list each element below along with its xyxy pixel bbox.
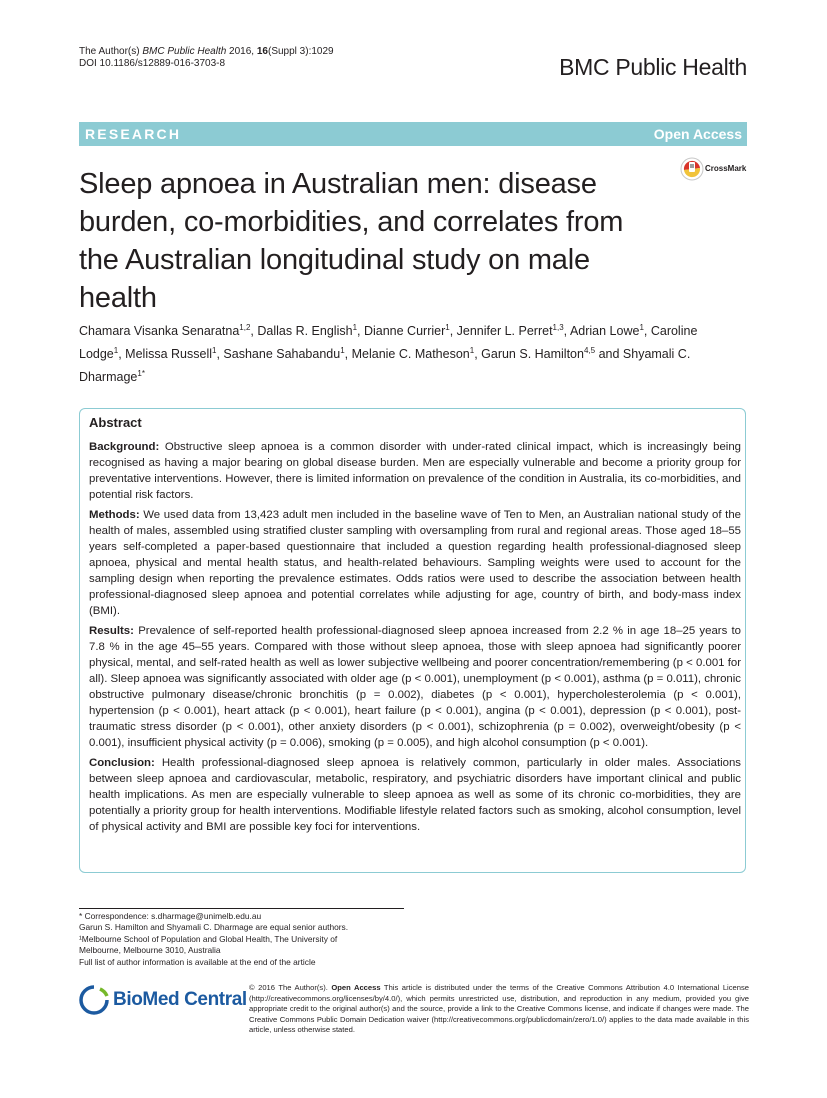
author-affiliation-marker: 1: [639, 323, 644, 332]
citation-volume: 16: [256, 46, 268, 57]
author-name[interactable]: Caroline Lodge: [79, 324, 698, 362]
open-access-term: Open Access: [331, 983, 381, 992]
citation-year: 2016,: [226, 46, 257, 57]
article-type-label: RESEARCH: [85, 126, 182, 142]
section-text: Obstructive sleep apnoea is a common disorder with under-rated clinical impact, which is increasingly being recognised as having a major bearing on global disease burden. Men are especially vulnerable and become a priority group for preventative interventions. However, there is limited information on prevalence of the condition in Australia, its co-morbidities, and potential risk factors.: [89, 441, 741, 501]
journal-name: BMC Public Health: [559, 54, 747, 80]
copyright-text: © 2016 The Author(s).: [249, 983, 332, 992]
author-affiliation-marker: 1,3: [552, 323, 564, 332]
author-name[interactable]: Sashane Sahabandu: [223, 347, 341, 362]
crossmark-icon: [680, 157, 704, 181]
correspondence-note[interactable]: * Correspondence: s.dharmage@unimelb.edu.au: [79, 911, 262, 921]
license-text: This article is distributed under the terms of the Creative Commons Attribution 4.0 International License (http://creativecommons.org/licenses/by/4.0/), which permits unrestricted use, distribution, and reproduction in any medium, provided you give appropriate credit to the original author(s) and the source, provide a link to the Creative Commons license, and indicate if changes were made. The Creative Commons Public Domain Dedication waiver (http://creativecommons.org/publicdomain/zero/1.0/) applies to the data made available in this article, unless otherwise stated.: [249, 983, 750, 1035]
author-list: Chamara Visanka Senaratna$^{1,2}$, Dallas R. English$^1$, Dianne Currier$^1$, Jennifer L. Perret$^{1,3}$, Adrian Lowe$^1$, Caroline Lodge$^1$, Melissa Russell$^1$, Sashane Sahabandu$^1$, Melanie C. Matheson$^1$, Garun S. Hamilton$^{4,5}$ and Shyamali C. Dharmage$^{1*}$: [79, 323, 698, 385]
footnote-divider: [79, 908, 404, 909]
author-affiliation-marker: 1*: [137, 369, 145, 379]
abstract-box: [79, 408, 746, 873]
author-name[interactable]: Garun S. Hamilton: [481, 347, 584, 362]
author-name[interactable]: Dianne Currier: [363, 324, 446, 339]
author-affiliation-marker: 1: [113, 346, 119, 356]
author-affiliation-marker: 1: [445, 323, 450, 332]
equal-authors-note: Garun S. Hamilton and Shyamali C. Dharmage are equal senior authors.: [79, 922, 349, 933]
publisher-logo[interactable]: [79, 985, 247, 1015]
author-info-note: Full list of author information is available at the end of the article: [79, 956, 316, 967]
article-title: Sleep apnoea in Australian men: disease burden, co-morbidities, and correlates from the Australian longitudinal study on male health: [79, 168, 624, 314]
publisher-logo-text: BioMed Central: [113, 989, 247, 1010]
crossmark-label: CrossMark: [705, 164, 747, 173]
abstract-heading: Abstract: [89, 415, 142, 430]
citation-journal: BMC Public Health: [142, 46, 227, 57]
citation-prefix: The Author(s): [79, 46, 143, 57]
author-affiliation-marker: 1: [212, 346, 217, 356]
author-name[interactable]: Melanie C. Matheson: [351, 347, 470, 362]
author-name[interactable]: Dallas R. English: [257, 324, 353, 339]
section-label: Methods:: [89, 509, 140, 521]
biomed-central-ring-icon: [79, 985, 109, 1015]
abstract-results: [89, 623, 741, 751]
abstract-conclusion: [89, 755, 741, 835]
author-name[interactable]: Chamara Visanka Senaratna: [79, 324, 240, 339]
crossmark-badge[interactable]: [680, 155, 750, 185]
citation-line: [79, 46, 334, 58]
citation-issue: (Suppl 3):1029: [268, 46, 334, 57]
section-text: Health professional-diagnosed sleep apnoea is relatively common, particularly in older males. Associations between sleep apnoea and cardiovascular, metabolic, respiratory, and psychiatric disorders have important clinical and public health implications. As men are especially vulnerable to sleep apnoea as well as some of its chronic co-morbidities, they are potentially a priority group for health interventions. Modifiable lifestyle related factors such as smoking, alcohol consumption, level of physical activity and BMI are possible key foci for interventions.: [89, 757, 742, 833]
author-name[interactable]: Adrian Lowe: [569, 324, 640, 339]
open-access-label: Open Access: [653, 126, 742, 142]
section-label: Background:: [89, 441, 160, 453]
abstract-background: [89, 439, 741, 503]
author-affiliation-marker: 4,5: [583, 346, 596, 356]
author-affiliation-marker: 1,2: [239, 323, 251, 332]
article-type-banner: [79, 122, 747, 146]
section-text: Prevalence of self-reported health professional-diagnosed sleep apnoea increased from 2.2 % in age 18–25 years to 7.8 % in the age 45–55 years. Compared with those without sleep apnoea, those with sleep apnoea had significantly poorer physical, mental, and self-rated health as well as lower subjective wellbeing and poorer concentration/remembering (p < 0.001 for all). Sleep apnoea was significantly associated with older age (p < 0.001), unemployment (p < 0.001), asthma (p = 0.011), chronic obstructive pulmonary disease/chronic bronchitis (p = 0.002), diabetes (p < 0.001), hypercholesterolemia (p < 0.001), hypertension (p < 0.001), heart attack (p < 0.001), heart failure (p < 0.001), angina (p < 0.001), depression (p < 0.001), post-traumatic stress disorder (p < 0.001), other anxiety disorders (p < 0.001), schizophrenia (p = 0.002), overweight/obesity (p < 0.001), insufficient physical activity (p = 0.006), smoking (p = 0.005), and high alcohol consumption (p < 0.001).: [89, 625, 741, 749]
author-name[interactable]: Jennifer L. Perret: [456, 324, 553, 339]
section-label: Results:: [89, 625, 134, 637]
author-affiliation-marker: 1: [352, 323, 358, 332]
affiliation-note: ¹Melbourne School of Population and Global Health, The University of: [79, 933, 338, 944]
footnotes: [79, 911, 409, 968]
author-name[interactable]: and Shyamali C. Dharmage: [79, 347, 691, 385]
abstract-methods: [89, 507, 741, 619]
section-text: We used data from 13,423 adult men included in the baseline wave of Ten to Men, an Australian national study of the health of males, assembled using stratified cluster sampling with oversampling from rural and regional areas. Those aged 18–55 years self-completed a paper-based questionnaire that included a question regarding health professional-diagnosed sleep apnoea, physical and mental health status, and health-related behaviours. Sampling weights were used to account for the sampling design when reporting the prevalence estimates. Odds ratios were used to describe the association between health professional-diagnosed sleep apnoea and potential correlates while adjusting for age, country of birth, and body-mass index (BMI).: [89, 509, 741, 617]
author-affiliation-marker: 1: [469, 346, 475, 356]
abstract-body: [89, 439, 741, 839]
affiliation-note-cont: Melbourne, Melbourne 3010, Australia: [79, 945, 221, 956]
license-statement: [249, 983, 749, 1036]
citation-block: [79, 46, 334, 70]
author-name[interactable]: Melissa Russell: [125, 347, 213, 362]
doi-line[interactable]: DOI 10.1186/s12889-016-3703-8: [79, 58, 226, 69]
section-label: Conclusion:: [89, 757, 155, 769]
author-affiliation-marker: 1: [340, 346, 345, 356]
